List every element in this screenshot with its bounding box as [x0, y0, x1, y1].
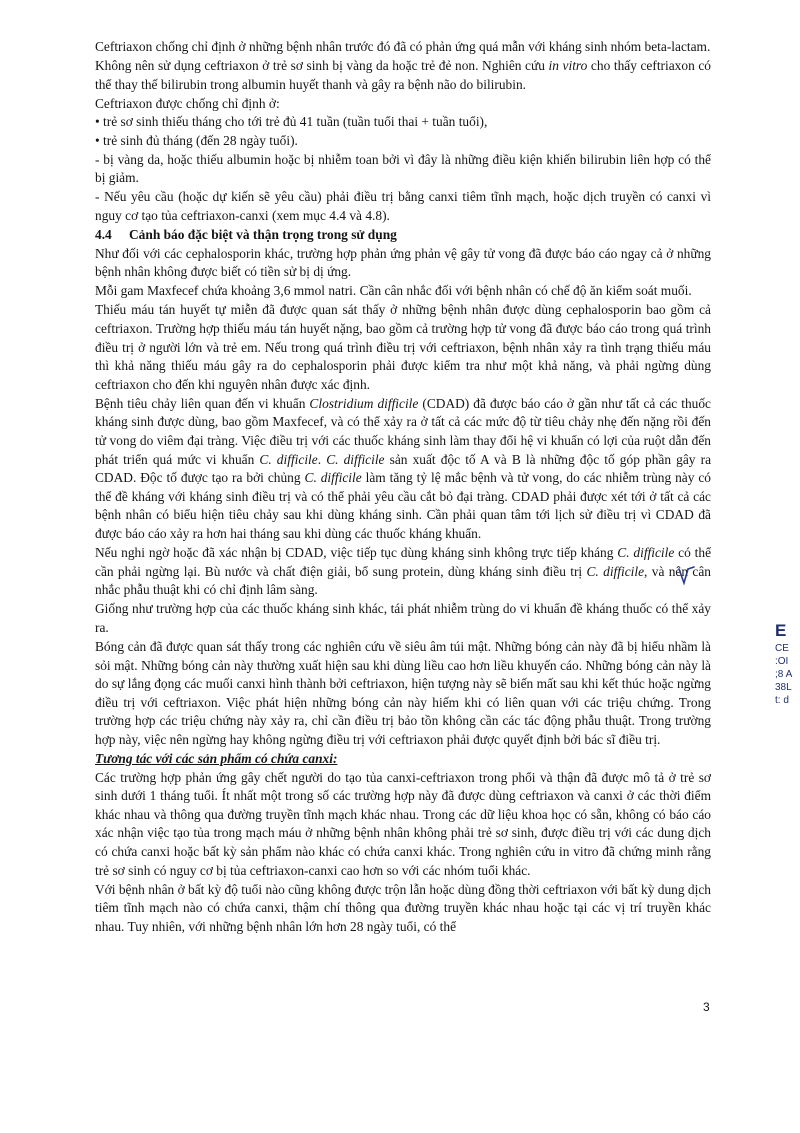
- paragraph-superinfection: Giống như trường hợp của các thuốc kháng sinh khác, tái phát nhiễm trùng do vi khuẩn đề kháng thuốc có thể xảy ra.: [95, 601, 711, 635]
- document-page: [95, 38, 711, 937]
- paragraph-newborn-jaundice: [95, 57, 711, 94]
- page-number: 3: [703, 1000, 710, 1014]
- approval-stamp-fragment: [775, 620, 800, 707]
- paragraph-calcium-precipitation: Các trường hợp phản ứng gây chết người do tạo tủa canxi-ceftriaxon trong phổi và thận đã được mô tả ở trẻ sơ sinh dưới 1 tháng tuổi. Ít nhất một trong số các trường hợp này đã được dùng ceftriaxon và canxi ở các thời điểm khác nhau và thông qua đường truyền tĩnh mạch khác nhau. Trong các dữ liệu khoa học có sẵn, không có báo cáo xác nhận việc tạo tủa trong mạch máu ở những bệnh nhân không phải trẻ sơ sinh, được điều trị với các dung dịch có chứa canxi hoặc bất kỳ sản phẩm nào khác có chứa canxi khác. Trong nghiên cứu in vitro đã chứng minh rằng trẻ sơ sinh có nguy cơ bị tủa ceftriaxon-canxi cao hơn so với các nhóm tuổi khác.: [95, 769, 711, 878]
- bullet-term-newborn: • trẻ sinh đủ tháng (đến 28 ngày tuổi).: [95, 132, 298, 148]
- italic-run: C. difficile: [326, 451, 385, 467]
- stamp-line: E: [775, 621, 787, 640]
- section-title: Cảnh báo đặc biệt và thận trọng trong sử dụng: [129, 226, 397, 242]
- text-run: Nếu nghi ngờ hoặc đã xác nhận bị CDAD, việc tiếp tục dùng kháng sinh không trực tiếp kháng: [95, 545, 618, 561]
- stamp-line: 38L: [775, 682, 792, 693]
- text-run: Không nên sử dụng ceftriaxon ở trẻ sơ sinh bị vàng da hoặc trẻ đẻ non. Nghiên cứu: [95, 58, 549, 74]
- text-run: có thể cần phải ngừng lại. Bù nước và chất điện giải, bổ sung protein, dùng kháng sinh điều trị: [95, 545, 712, 579]
- paragraph-calcium-any-age: Với bệnh nhân ở bất kỳ độ tuổi nào cũng không được trộn lẫn hoặc dùng đồng thời ceftriaxon với bất kỳ dung dịch tiêm tĩnh mạch nào có chứa canxi, thậm chí thông qua đường truyền khác nhau hoặc tại các vị trí truyền khác nhau. Tuy nhiên, với những bệnh nhân lớn hơn 28 ngày tuổi, có thể: [95, 881, 711, 934]
- dash-jaundice: - bị vàng da, hoặc thiếu albumin hoặc bị nhiễm toan bởi vì đây là những điều kiện khiến bilirubin liên hợp có thể bị giảm.: [95, 151, 711, 186]
- italic-run: C. difficile: [304, 470, 362, 486]
- italic-run: C. difficile: [586, 563, 645, 579]
- paragraph-hemolytic-anemia: Thiếu máu tán huyết tự miễn đã được quan sát thấy ở những bệnh nhân được dùng cephalosporin bao gồm cả ceftriaxon. Trường hợp thiếu máu tán huyết nặng, bao gồm cả trường hợp tử vong đã được báo cáo trong quá trình điều trị ở người lớn và trẻ em. Nếu trong quá trình điều trị với ceftriaxon, bệnh nhân xảy ra tình trạng thiếu máu thì khả năng thiếu máu gây ra do cephalosporin phải được kiểm tra như một khả năng, và phải ngừng dùng ceftriaxon cho đến khi nguyên nhân được xác định.: [95, 302, 711, 392]
- stamp-line: ;8 A: [775, 669, 793, 680]
- subheading-calcium-interaction: Tương tác với các sản phẩm có chứa canxi:: [95, 751, 338, 767]
- text-run: Bệnh tiêu chảy liên quan đến vi khuẩn: [95, 395, 310, 411]
- section-heading-4-4: [95, 226, 711, 245]
- paragraph-cdad: [95, 395, 711, 544]
- text-run: , và nên cân nhắc phẫu thuật khi có chỉ định lâm sàng.: [95, 563, 712, 598]
- paragraph-cdad-management: [95, 544, 711, 600]
- italic-run: C. difficile: [617, 545, 675, 561]
- text-run: .: [317, 451, 327, 467]
- text-run: cho thấy ceftriaxon có thể thay thế bilirubin trong albumin huyết thanh và gây ra bệnh não do bilirubin.: [95, 58, 711, 92]
- paragraph-anaphylaxis: Như đối với các cephalosporin khác, trường hợp phản ứng phản vệ gây tử vong đã được báo cáo ngay cả ở những bệnh nhân không được biết có tiền sử bị dị ứng.: [95, 245, 711, 280]
- paragraph-contraindication-beta-lactam: Ceftriaxon chống chỉ định ở những bệnh nhân trước đó đã có phản ứng quá mẫn với kháng sinh nhóm beta-lactam.: [95, 39, 711, 54]
- text-run: làm tăng tỷ lệ mắc bệnh và tử vong, do các nhiễm trùng này có thể đề kháng với kháng sinh điều trị và có thể phải yêu cầu cắt bỏ đại tràng. CDAD phải được xét tới ở tất cả các bệnh nhân có biểu hiện tiêu chảy sau khi dùng kháng sinh. Cần phải quan tâm tới lịch sử điều trị vì CDAD đã được báo cáo xảy ra hơn hai tháng sau khi dùng các thuốc kháng khuẩn.: [95, 470, 712, 541]
- stamp-line: :OI: [775, 656, 789, 667]
- handwritten-tick-mark: [676, 563, 700, 589]
- text-run: (CDAD) đã được báo cáo ở gần như tất cả các thuốc kháng sinh được dùng, bao gồm Maxfecef, và có thể xảy ra ở tất cả các mức độ từ tiêu chảy nhẹ đến nặng rồi đến tử vong do viêm đại tràng. Việc điều trị với các thuốc kháng sinh làm thay đổi hệ vi khuẩn có lợi của ruột dẫn đến phát triển quá mức vi khuẩn: [95, 395, 711, 467]
- italic-run: C. difficile: [259, 451, 318, 467]
- paragraph-sodium: Mỗi gam Maxfecef chứa khoảng 3,6 mmol natri. Cần cân nhắc đối với bệnh nhân có chế độ ăn kiểm soát muối.: [95, 283, 692, 299]
- italic-run: in vitro: [548, 58, 588, 74]
- section-number: 4.4: [95, 226, 112, 242]
- paragraph-gallbladder-shadows: Bóng cản đã được quan sát thấy trong các nghiên cứu về siêu âm túi mật. Những bóng cản này đã bị hiểu nhầm là sỏi mật. Những bóng cản này thường xuất hiện sau khi dùng liều cao hơn liều khuyến cáo. Những bóng cản này là do sự lắng đọng các muối canxi hình thành bởi ceftriaxon, hiện tượng này sẽ biến mất sau khi kết thúc hoặc ngừng điều trị với ceftriaxon. Việc phát hiện những bóng cản này hiếm khi có liên quan với các triệu chứng. Trong trường hợp các triệu chứng này xảy ra, chỉ cần điều trị bảo tồn không cần các tác động phẫu thuật. Trong trường hợp này, việc nên ngừng hay không ngừng điều trị với ceftriaxon phải được quyết định bởi bác sĩ điều trị.: [95, 639, 711, 747]
- stamp-line: CE: [775, 643, 789, 654]
- text-run: sản xuất độc tố A và B là những độc tố góp phần gây ra CDAD. Độc tố được tạo ra bởi chủng: [95, 451, 712, 486]
- paragraph-contraindicated-in: Ceftriaxon được chống chỉ định ở:: [95, 95, 280, 111]
- stamp-line: t: d: [775, 695, 789, 706]
- dash-calcium-iv: - Nếu yêu cầu (hoặc dự kiến sẽ yêu cầu) phải điều trị bằng canxi tiêm tĩnh mạch, hoặc dịch truyền có canxi vì nguy cơ tạo tủa ceftriaxon-canxi (xem mục 4.4 và 4.8).: [95, 189, 711, 223]
- italic-run: Clostridium difficile: [309, 395, 419, 411]
- bullet-premature: • trẻ sơ sinh thiếu tháng cho tới trẻ đủ 41 tuần (tuần tuổi thai + tuần tuổi),: [95, 114, 488, 130]
